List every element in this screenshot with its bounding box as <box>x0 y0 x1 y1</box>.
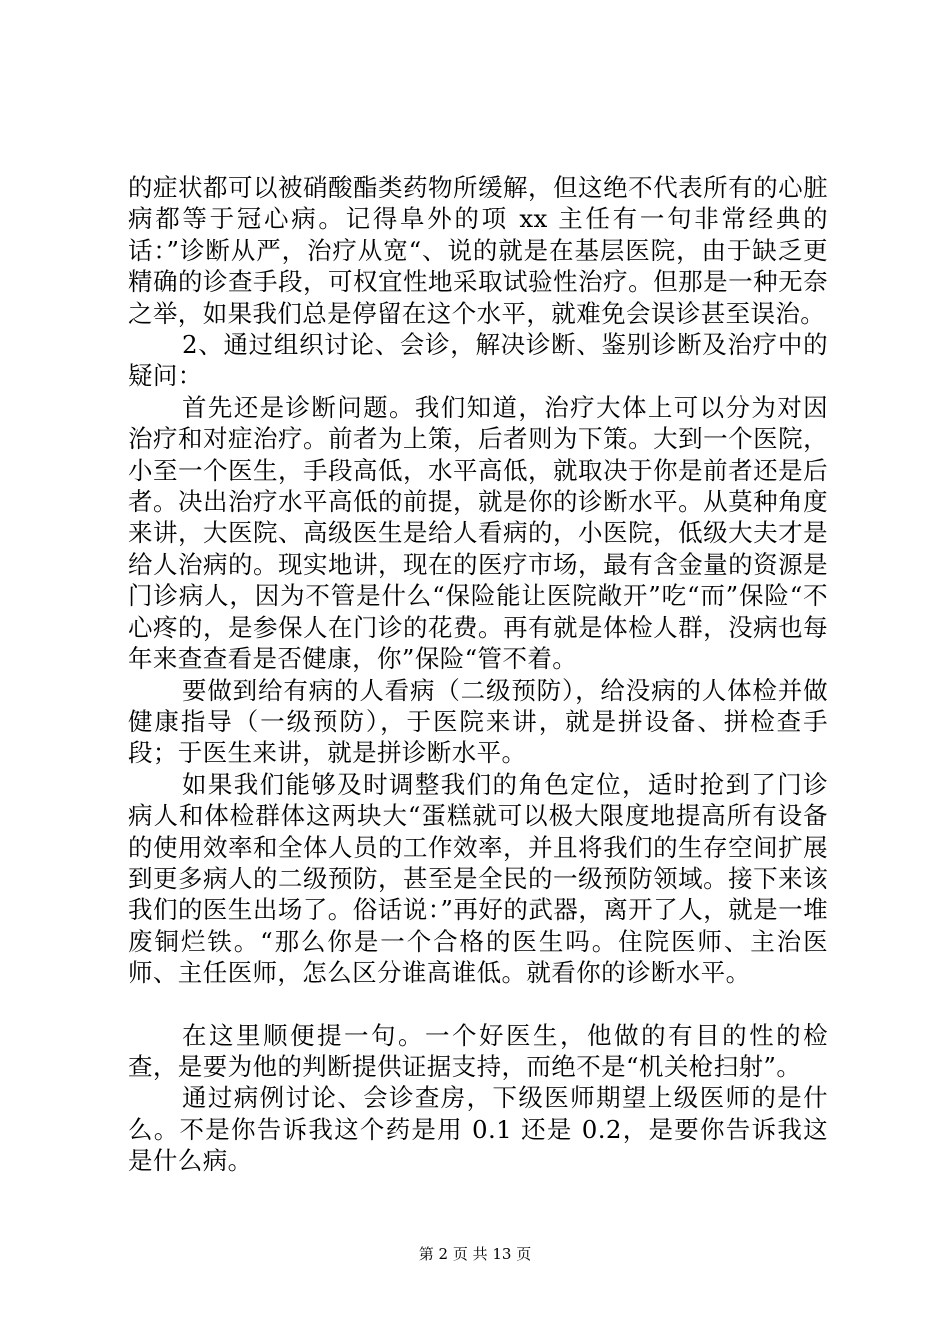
paragraph-gap <box>128 989 828 1020</box>
paragraph-6: 在这里顺便提一句。一个好医生，他做的有目的性的检查，是要为他的判断提供证据支持，而绝不是“机关枪扫射”。 <box>128 1020 828 1081</box>
paragraph-2: 2、通过组织讨论、会诊，解决诊断、鉴别诊断及治疗中的疑问： <box>128 330 828 391</box>
document-body <box>128 172 828 1177</box>
page-footer: 第 2 页 共 13 页 <box>418 1245 532 1263</box>
paragraph-5: 如果我们能够及时调整我们的角色定位，适时抢到了门诊病人和体检群体这两块大“蛋糕就可以极大限度地提高所有设备的使用效率和全体人员的工作效率，并且将我们的生存空间扩展到更多病人的二级预防，甚至是全民的一级预防领域。接下来该我们的医生出场了。俗话说：”再好的武器，离开了人，就是一堆废铜烂铁。“那么你是一个合格的医生吗。住院医师、主治医师、主任医师，怎么区分谁高谁低。就看你的诊断水平。 <box>128 769 828 988</box>
paragraph-1: 的症状都可以被硝酸酯类药物所缓解，但这绝不代表所有的心脏病都等于冠心病。记得阜外的项 xx 主任有一句非常经典的话：”诊断从严，治疗从宽“、说的就是在基层医院，由于缺乏更精确的诊查手段，可权宜性地采取试验性治疗。但那是一种无奈之举，如果我们总是停留在这个水平，就难免会误诊甚至误治。 <box>128 173 828 328</box>
paragraph-3: 首先还是诊断问题。我们知道，治疗大体上可以分为对因治疗和对症治疗。前者为上策，后者则为下策。大到一个医院，小至一个医生，手段高低，水平高低，就取决于你是前者还是后者。决出治疗水平高低的前提，就是你的诊断水平。从莫种角度来讲，大医院、高级医生是给人看病的，小医院，低级大夫才是给人治病的。现实地讲，现在的医疗市场，最有含金量的资源是门诊病人，因为不管是什么“保险能让医院敞开”吃“而”保险“不心疼的，是参保人在门诊的花费。再有就是体检人群，没病也每年来查查看是否健康，你”保险“管不着。 <box>128 392 828 674</box>
paragraph-7: 通过病例讨论、会诊查房，下级医师期望上级医师的是什么。不是你告诉我这个药是用 0.1 还是 0.2，是要你告诉我这是什么病。 <box>128 1083 828 1176</box>
paragraph-4: 要做到给有病的人看病（二级预防），给没病的人体检并做健康指导（一级预防），于医院来讲，就是拼设备、拼检查手段；于医生来讲，就是拼诊断水平。 <box>128 675 828 768</box>
